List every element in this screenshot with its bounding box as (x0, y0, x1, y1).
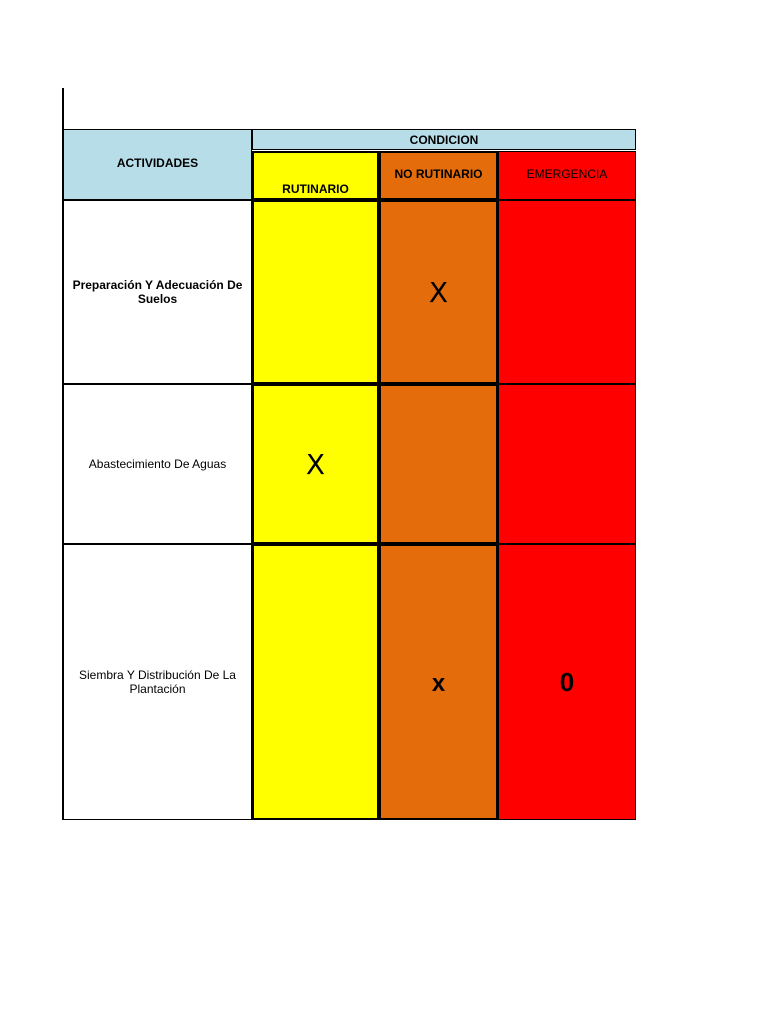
header-condition: CONDICION (252, 129, 636, 150)
rutinario-cell (252, 384, 379, 544)
mark: 0 (559, 666, 575, 697)
header-rutinario: RUTINARIO (252, 151, 379, 200)
emergencia-cell (498, 544, 636, 820)
emergencia-cell (498, 384, 636, 544)
activity-cell: Abastecimiento De Aguas (63, 384, 252, 544)
mark: X (305, 447, 326, 481)
no-rutinario-cell (379, 384, 498, 544)
activity-cell: Preparación Y Adecuación De Suelos (63, 200, 252, 384)
mark: x (431, 670, 446, 697)
header-activities: ACTIVIDADES (63, 129, 252, 200)
rutinario-cell (252, 200, 379, 384)
header-emergencia: EMERGENCIA (498, 151, 636, 200)
mark: X (428, 275, 449, 309)
no-rutinario-cell (379, 200, 498, 384)
activity-cell: Siembra Y Distribución De La Plantación (63, 544, 252, 820)
rutinario-cell (252, 544, 379, 820)
no-rutinario-cell (379, 544, 498, 820)
emergencia-cell (498, 200, 636, 384)
header-no-rutinario: NO RUTINARIO (379, 151, 498, 200)
left-border-line (62, 88, 64, 130)
